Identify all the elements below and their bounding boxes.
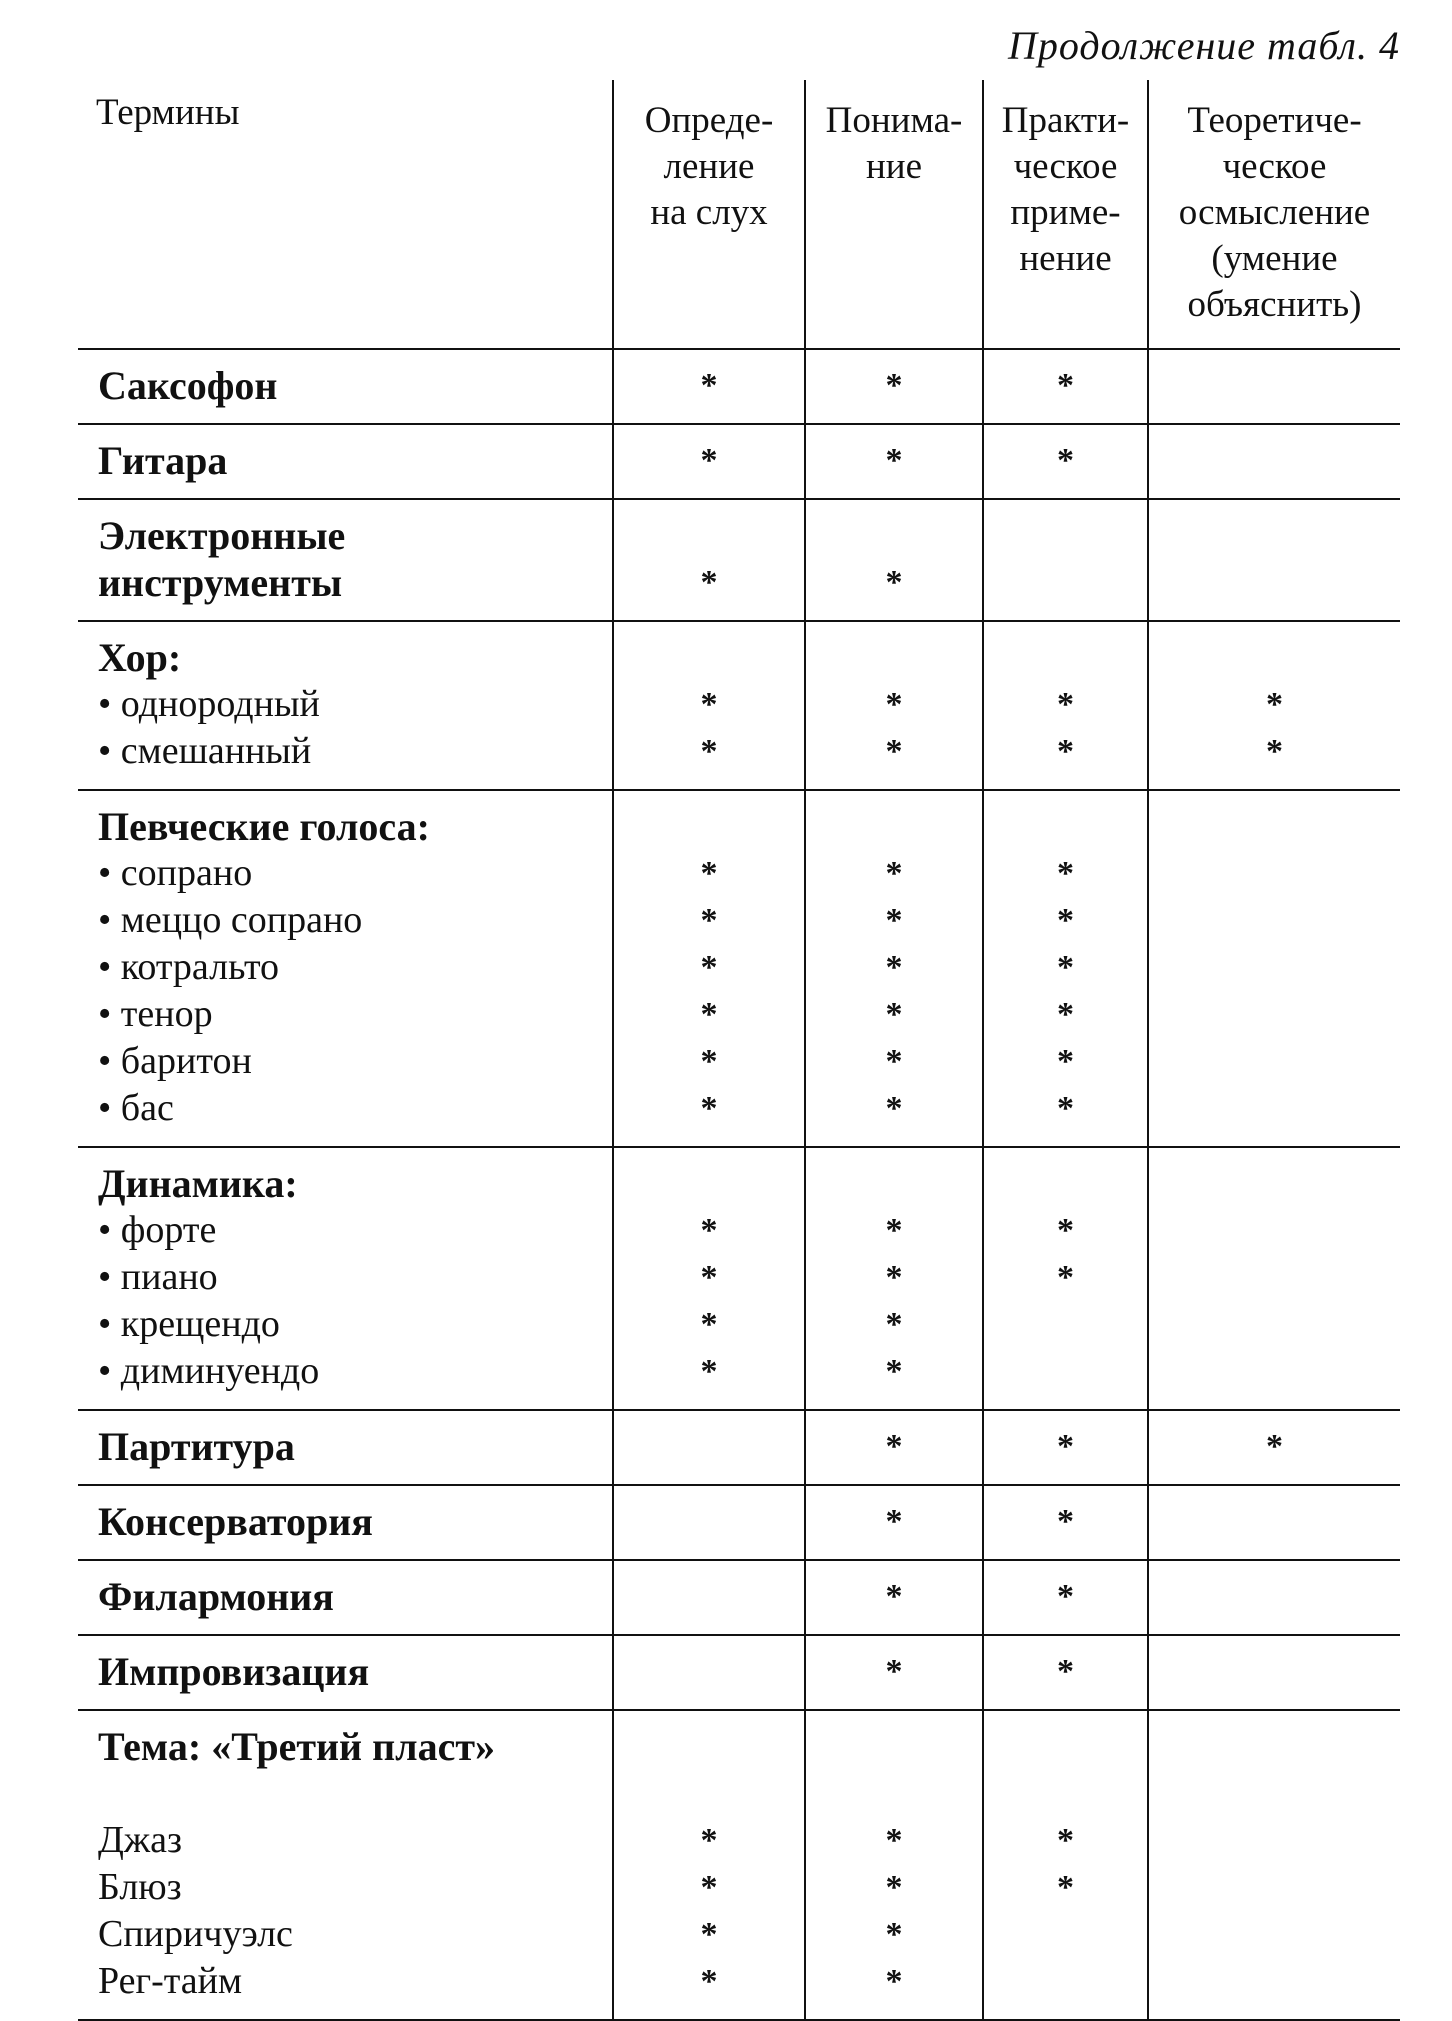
asterisk-mark: * xyxy=(700,442,718,479)
asterisk-mark: * xyxy=(700,949,718,986)
asterisk-mark: * xyxy=(885,1869,903,1906)
asterisk-mark xyxy=(1149,1723,1400,1770)
asterisk-mark: * xyxy=(1057,1259,1074,1296)
asterisk-mark: * xyxy=(1266,1428,1283,1465)
asterisk-mark xyxy=(614,1723,804,1770)
asterisk-mark xyxy=(1149,1038,1400,1085)
term-cell xyxy=(78,1710,613,2020)
term-cell xyxy=(78,1410,613,1485)
asterisk-mark: * xyxy=(700,1916,718,1953)
term-heading: Динамика: xyxy=(98,1161,298,1206)
term-item: • однородный xyxy=(98,683,320,725)
asterisk-mark: * xyxy=(1057,1822,1074,1859)
asterisk-mark: * xyxy=(700,686,718,723)
asterisk-mark xyxy=(1149,362,1400,409)
asterisk-mark xyxy=(614,1498,804,1545)
mark-cell-col1 xyxy=(613,790,805,1147)
table-row xyxy=(78,790,1400,1147)
asterisk-mark: * xyxy=(1057,1578,1074,1615)
asterisk-mark xyxy=(1149,944,1400,991)
asterisk-mark xyxy=(1149,1958,1400,2005)
term-item xyxy=(98,1770,612,1817)
mark-cell-col4 xyxy=(1148,1147,1400,1410)
asterisk-mark: * xyxy=(700,996,718,1033)
asterisk-mark xyxy=(614,1573,804,1620)
term-heading: Импровизация xyxy=(98,1649,370,1694)
asterisk-mark: * xyxy=(700,733,718,770)
asterisk-mark xyxy=(614,1648,804,1695)
asterisk-mark xyxy=(984,559,1147,606)
header-line: ние xyxy=(865,146,923,187)
asterisk-mark: * xyxy=(1057,442,1074,479)
header-line: осмысление xyxy=(1178,192,1371,233)
asterisk-mark xyxy=(1149,1648,1400,1695)
asterisk-mark xyxy=(1149,1348,1400,1395)
mark-cell-col2 xyxy=(805,1147,983,1410)
mark-cell-col3 xyxy=(983,424,1148,499)
asterisk-mark xyxy=(1149,897,1400,944)
asterisk-mark xyxy=(1149,1207,1400,1254)
asterisk-mark xyxy=(984,1301,1147,1348)
mark-cell-col4 xyxy=(1148,1560,1400,1635)
asterisk-mark: * xyxy=(700,1043,718,1080)
header-line: ление xyxy=(663,146,755,187)
table-row xyxy=(78,1710,1400,2020)
asterisk-mark: * xyxy=(1266,686,1283,723)
asterisk-mark: * xyxy=(700,855,718,892)
asterisk-mark: * xyxy=(885,1653,903,1690)
header-line: Понима- xyxy=(825,100,963,141)
term-item: • смешанный xyxy=(98,730,312,772)
asterisk-mark: * xyxy=(1057,1503,1074,1540)
mark-cell-col1 xyxy=(613,1410,805,1485)
term-item: Рег-тайм xyxy=(98,1960,243,2002)
asterisk-mark: * xyxy=(700,1090,718,1127)
asterisk-mark: * xyxy=(1057,996,1074,1033)
asterisk-mark xyxy=(614,512,804,559)
term-cell xyxy=(78,1147,613,1410)
table-row xyxy=(78,1410,1400,1485)
mark-cell-col3 xyxy=(983,621,1148,790)
term-item: • меццо сопрано xyxy=(98,899,363,941)
asterisk-mark xyxy=(1149,1301,1400,1348)
asterisk-mark: * xyxy=(885,1259,903,1296)
asterisk-mark: * xyxy=(885,564,903,601)
asterisk-mark: * xyxy=(700,1306,718,1343)
asterisk-mark: * xyxy=(700,1353,718,1390)
term-heading: Саксофон xyxy=(98,363,278,408)
term-cell xyxy=(78,1635,613,1710)
asterisk-mark xyxy=(806,512,982,559)
asterisk-mark xyxy=(806,1160,982,1207)
asterisk-mark: * xyxy=(700,1259,718,1296)
header-col3 xyxy=(983,80,1148,349)
term-item: • бас xyxy=(98,1087,174,1129)
term-item: • диминуендо xyxy=(98,1350,320,1392)
header-line: Практи- xyxy=(1001,100,1130,141)
asterisk-mark xyxy=(614,1160,804,1207)
asterisk-mark: * xyxy=(1057,1428,1074,1465)
mark-cell-col2 xyxy=(805,621,983,790)
table-row xyxy=(78,1147,1400,1410)
term-cell xyxy=(78,1485,613,1560)
asterisk-mark xyxy=(1149,634,1400,681)
asterisk-mark xyxy=(984,1723,1147,1770)
term-heading: Хор: xyxy=(98,635,182,680)
mark-cell-col2 xyxy=(805,424,983,499)
asterisk-mark xyxy=(1149,1160,1400,1207)
mark-cell-col3 xyxy=(983,790,1148,1147)
asterisk-mark xyxy=(984,1770,1147,1817)
term-cell xyxy=(78,790,613,1147)
asterisk-mark: * xyxy=(885,1916,903,1953)
mark-cell-col4 xyxy=(1148,1635,1400,1710)
asterisk-mark: * xyxy=(700,367,718,404)
asterisk-mark: * xyxy=(885,1090,903,1127)
mark-cell-col1 xyxy=(613,499,805,621)
mark-cell-col1 xyxy=(613,349,805,424)
mark-cell-col2 xyxy=(805,1485,983,1560)
asterisk-mark xyxy=(1149,1498,1400,1545)
asterisk-mark xyxy=(1149,1085,1400,1132)
term-heading: Гитара xyxy=(98,438,228,483)
asterisk-mark: * xyxy=(885,1822,903,1859)
asterisk-mark xyxy=(614,1770,804,1817)
mark-cell-col2 xyxy=(805,1560,983,1635)
table-row xyxy=(78,349,1400,424)
asterisk-mark xyxy=(1149,991,1400,1038)
asterisk-mark: * xyxy=(1057,1869,1074,1906)
asterisk-mark xyxy=(1149,437,1400,484)
mark-cell-col3 xyxy=(983,1147,1148,1410)
asterisk-mark: * xyxy=(885,1963,903,2000)
asterisk-mark xyxy=(614,1423,804,1470)
header-line: объяснить) xyxy=(1187,284,1362,325)
mark-cell-col3 xyxy=(983,1635,1148,1710)
header-col4 xyxy=(1148,80,1400,349)
header-line: приме- xyxy=(1010,192,1121,233)
term-heading: Партитура xyxy=(98,1424,295,1469)
mark-cell-col2 xyxy=(805,349,983,424)
term-item: • крещендо xyxy=(98,1303,280,1345)
asterisk-mark xyxy=(806,634,982,681)
term-heading: Тема: «Третий пласт» xyxy=(98,1724,495,1769)
asterisk-mark: * xyxy=(885,1503,903,1540)
mark-cell-col3 xyxy=(983,1560,1148,1635)
table-body xyxy=(78,349,1400,2020)
mark-cell-col3 xyxy=(983,1710,1148,2020)
asterisk-mark xyxy=(984,1911,1147,1958)
asterisk-mark xyxy=(984,634,1147,681)
asterisk-mark: * xyxy=(1266,733,1283,770)
mark-cell-col4 xyxy=(1148,1485,1400,1560)
asterisk-mark: * xyxy=(1057,855,1074,892)
header-row xyxy=(78,80,1400,349)
mark-cell-col3 xyxy=(983,349,1148,424)
asterisk-mark: * xyxy=(885,949,903,986)
asterisk-mark: * xyxy=(885,1043,903,1080)
mark-cell-col4 xyxy=(1148,1410,1400,1485)
mark-cell-col2 xyxy=(805,790,983,1147)
term-heading: Консерватория xyxy=(98,1499,373,1544)
asterisk-mark: * xyxy=(885,733,903,770)
asterisk-mark xyxy=(1149,1770,1400,1817)
asterisk-mark: * xyxy=(700,1212,718,1249)
asterisk-mark xyxy=(1149,1864,1400,1911)
mark-cell-col4 xyxy=(1148,349,1400,424)
header-line: на слух xyxy=(650,192,768,233)
asterisk-mark: * xyxy=(885,1428,903,1465)
table-row xyxy=(78,424,1400,499)
asterisk-mark: * xyxy=(885,855,903,892)
header-terms: Термины xyxy=(78,80,613,349)
asterisk-mark xyxy=(1149,1911,1400,1958)
header-line: (умение xyxy=(1211,238,1338,279)
asterisk-mark: * xyxy=(1057,686,1074,723)
header-line: Теоретиче- xyxy=(1187,100,1362,141)
table-row xyxy=(78,621,1400,790)
term-cell xyxy=(78,1560,613,1635)
mark-cell-col2 xyxy=(805,1410,983,1485)
asterisk-mark: * xyxy=(885,1212,903,1249)
asterisk-mark: * xyxy=(700,1869,718,1906)
term-item: • баритон xyxy=(98,1040,252,1082)
asterisk-mark xyxy=(1149,1254,1400,1301)
asterisk-mark xyxy=(984,1160,1147,1207)
mark-cell-col3 xyxy=(983,1410,1148,1485)
mark-cell-col1 xyxy=(613,1560,805,1635)
asterisk-mark xyxy=(984,512,1147,559)
asterisk-mark: * xyxy=(1057,902,1074,939)
term-item: Джаз xyxy=(98,1819,183,1861)
term-item: Блюз xyxy=(98,1866,182,1908)
mark-cell-col2 xyxy=(805,1710,983,2020)
term-cell xyxy=(78,349,613,424)
asterisk-mark xyxy=(806,1770,982,1817)
header-col1 xyxy=(613,80,805,349)
table-row xyxy=(78,1560,1400,1635)
term-heading: Певческие голоса: xyxy=(98,804,430,849)
asterisk-mark xyxy=(1149,850,1400,897)
asterisk-mark: * xyxy=(885,1353,903,1390)
asterisk-mark xyxy=(1149,559,1400,606)
asterisk-mark: * xyxy=(700,902,718,939)
term-cell xyxy=(78,424,613,499)
asterisk-mark: * xyxy=(1057,367,1074,404)
asterisk-mark xyxy=(984,1348,1147,1395)
asterisk-mark: * xyxy=(1057,1043,1074,1080)
terms-table xyxy=(78,80,1400,2021)
asterisk-mark: * xyxy=(700,564,718,601)
asterisk-mark: * xyxy=(1057,949,1074,986)
asterisk-mark xyxy=(1149,1573,1400,1620)
header-line: ческое xyxy=(1013,146,1118,187)
mark-cell-col4 xyxy=(1148,621,1400,790)
asterisk-mark xyxy=(806,803,982,850)
asterisk-mark xyxy=(984,1958,1147,2005)
mark-cell-col4 xyxy=(1148,790,1400,1147)
asterisk-mark xyxy=(1149,512,1400,559)
asterisk-mark xyxy=(614,803,804,850)
asterisk-mark xyxy=(984,803,1147,850)
term-item: • тенор xyxy=(98,993,213,1035)
table-caption: Продолжение табл. 4 xyxy=(1007,23,1400,68)
mark-cell-col1 xyxy=(613,1485,805,1560)
mark-cell-col2 xyxy=(805,1635,983,1710)
mark-cell-col4 xyxy=(1148,499,1400,621)
asterisk-mark xyxy=(1149,1817,1400,1864)
asterisk-mark: * xyxy=(885,686,903,723)
asterisk-mark: * xyxy=(885,1578,903,1615)
asterisk-mark: * xyxy=(1057,1090,1074,1127)
table-row xyxy=(78,499,1400,621)
mark-cell-col1 xyxy=(613,1635,805,1710)
term-heading: Электронные xyxy=(98,513,346,558)
asterisk-mark: * xyxy=(885,996,903,1033)
header-col2 xyxy=(805,80,983,349)
mark-cell-col2 xyxy=(805,499,983,621)
header-line: нение xyxy=(1019,238,1112,279)
mark-cell-col1 xyxy=(613,1147,805,1410)
term-item: • форте xyxy=(98,1209,217,1251)
asterisk-mark xyxy=(614,634,804,681)
term-heading: Филармония xyxy=(98,1574,334,1619)
term-item: Спиричуэлс xyxy=(98,1913,293,1955)
mark-cell-col1 xyxy=(613,1710,805,2020)
asterisk-mark: * xyxy=(700,1963,718,2000)
mark-cell-col1 xyxy=(613,424,805,499)
header-line: ческое xyxy=(1222,146,1327,187)
asterisk-mark: * xyxy=(1057,733,1074,770)
mark-cell-col4 xyxy=(1148,424,1400,499)
asterisk-mark: * xyxy=(885,1306,903,1343)
asterisk-mark: * xyxy=(1057,1653,1074,1690)
term-item: • пиано xyxy=(98,1256,218,1298)
term-item: • котральто xyxy=(98,946,280,988)
asterisk-mark: * xyxy=(700,1822,718,1859)
mark-cell-col3 xyxy=(983,1485,1148,1560)
term-heading: инструменты xyxy=(98,560,343,605)
asterisk-mark: * xyxy=(885,367,903,404)
mark-cell-col3 xyxy=(983,499,1148,621)
asterisk-mark xyxy=(1149,803,1400,850)
term-cell xyxy=(78,499,613,621)
asterisk-mark xyxy=(806,1723,982,1770)
asterisk-mark: * xyxy=(885,442,903,479)
header-line: Опреде- xyxy=(644,100,774,141)
mark-cell-col1 xyxy=(613,621,805,790)
table-row xyxy=(78,1635,1400,1710)
mark-cell-col4 xyxy=(1148,1710,1400,2020)
table-row xyxy=(78,1485,1400,1560)
asterisk-mark: * xyxy=(885,902,903,939)
asterisk-mark: * xyxy=(1057,1212,1074,1249)
term-item: • сопрано xyxy=(98,852,253,894)
term-cell xyxy=(78,621,613,790)
